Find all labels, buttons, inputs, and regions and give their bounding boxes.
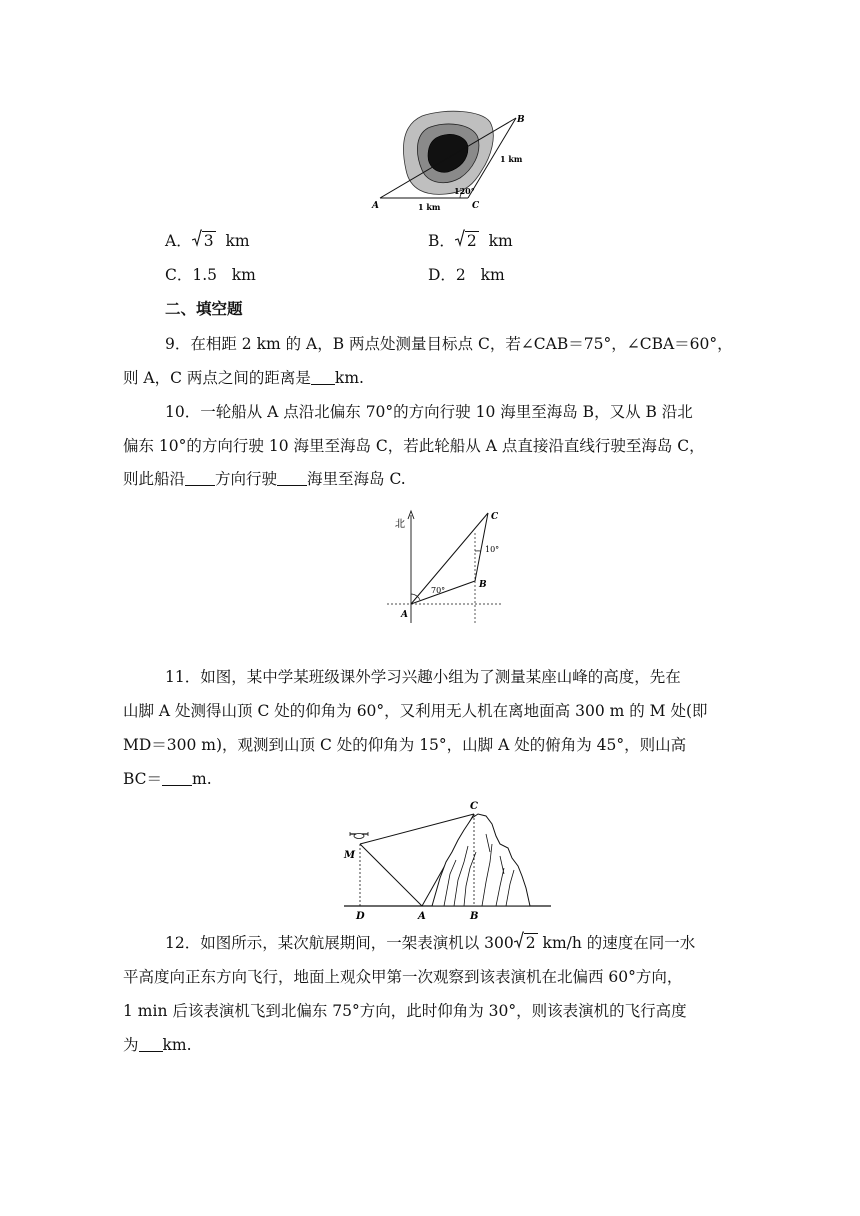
q12-line4: 为 km. — [123, 1036, 192, 1054]
label-angle-10: 10° — [485, 545, 500, 554]
q11-line2: 山脚 A 处测得山顶 C 处的仰角为 60°，又利用无人机在离地面高 300 m 的 M 处(即 — [123, 702, 708, 720]
q10-line1: 10．一轮船从 A 点沿北偏东 70°的方向行驶 10 海里至海岛 B，又从 B 沿北 — [165, 403, 693, 421]
answer-blank[interactable] — [277, 471, 307, 486]
label-angle-120: 120° — [454, 186, 475, 196]
ship-figure — [385, 505, 510, 625]
label-A: A — [372, 201, 379, 211]
q12-line1: 12．如图所示，某次航展期间，一架表演机以 300 2 km/h 的速度在同一水 — [165, 934, 696, 952]
option-c: C．1.5 km — [165, 266, 256, 284]
line-MC — [360, 814, 474, 844]
drone-icon — [350, 832, 368, 839]
label-C: C — [491, 512, 499, 522]
label-D: D — [356, 911, 365, 921]
q10-line2: 偏东 10°的方向行驶 10 海里至海岛 C，若此轮船从 A 点直接沿直线行驶至海岛 C， — [123, 437, 705, 455]
mountain-figure — [336, 796, 556, 921]
label-B: B — [517, 115, 525, 125]
label-A: A — [418, 911, 426, 921]
line-MA — [360, 844, 422, 906]
q9-line1: 9．在相距 2 km 的 A，B 两点处测量目标点 C，若∠CAB＝75°，∠CBA＝60°， — [165, 335, 733, 353]
q10-line3: 则此船沿 方向行驶 海里至海岛 C. — [123, 470, 406, 488]
q11-line3: MD＝300 m)，观测到山顶 C 处的仰角为 15°，山脚 A 处的俯角为 45°，则山高 — [123, 736, 687, 754]
sqrt-2: 2 — [514, 932, 538, 954]
sqrt-3: 3 — [192, 230, 216, 252]
q11-line1: 11．如图，某中学某班级课外学习兴趣小组为了测量某座山峰的高度，先在 — [165, 668, 681, 686]
answer-blank[interactable] — [162, 771, 192, 786]
q12-line2: 平高度向正东方向飞行，地面上观众甲第一次观察到该表演机在北偏西 60°方向， — [123, 968, 683, 986]
label-C: C — [472, 201, 480, 211]
answer-blank[interactable] — [185, 471, 215, 486]
option-b: B． 2 km — [428, 232, 513, 250]
label-C: C — [470, 801, 478, 812]
q11-line4: BC＝ m. — [123, 770, 212, 788]
option-a: A． 3 km — [165, 232, 250, 250]
label-north: 北 — [395, 519, 405, 530]
label-AC-length: 1 km — [418, 202, 441, 212]
answer-blank[interactable] — [311, 370, 335, 385]
q12-line3: 1 min 后该表演机飞到北偏东 75°方向，此时仰角为 30°，则该表演机的飞行高度 — [123, 1002, 687, 1020]
label-A: A — [401, 610, 408, 620]
label-B: B — [479, 580, 487, 590]
section-title: 二、填空题 — [165, 300, 243, 318]
label-CB-length: 1 km — [500, 154, 523, 164]
answer-blank[interactable] — [139, 1037, 163, 1052]
label-M: M — [344, 850, 356, 861]
q9-line2: 则 A，C 两点之间的距离是 km. — [123, 369, 364, 387]
island-figure — [370, 108, 530, 213]
label-angle-70: 70° — [431, 586, 446, 595]
label-B: B — [470, 911, 479, 921]
sqrt-2: 2 — [455, 230, 479, 252]
option-d: D．2 km — [428, 266, 505, 284]
